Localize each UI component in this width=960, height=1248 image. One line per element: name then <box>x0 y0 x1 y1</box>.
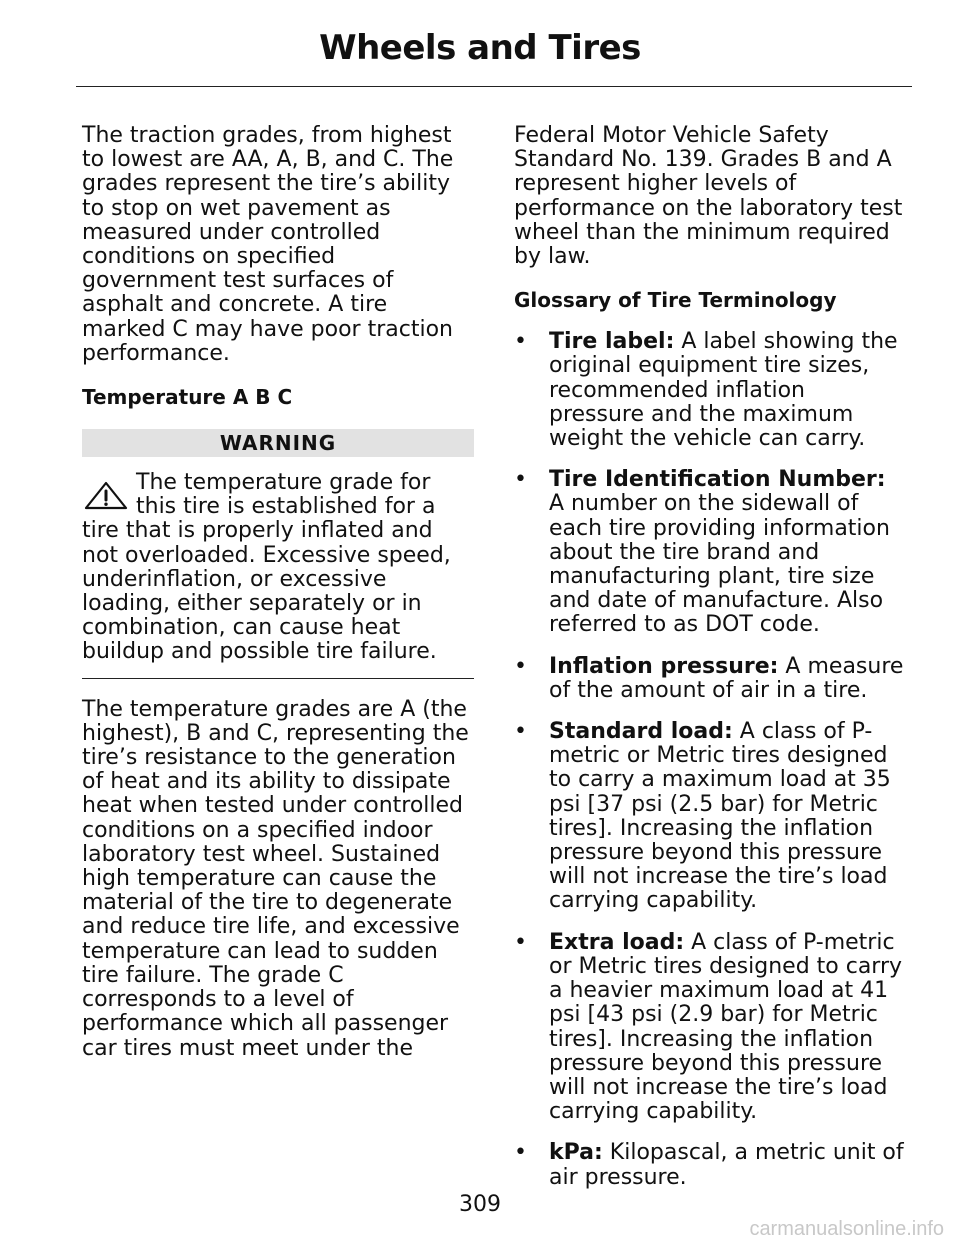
glossary-definition: Kilopascal, a metric unit of air pressure. <box>549 1140 904 1190</box>
list-item <box>514 1141 906 1189</box>
bullet-icon: • <box>514 467 527 493</box>
glossary-definition: A measure of the amount of air in a tire. <box>549 653 904 703</box>
glossary-term: Tire label: <box>549 329 675 355</box>
list-item <box>514 655 906 703</box>
right-column <box>514 124 906 1207</box>
glossary-definition: A class of P-metric or Metric tires designed to carry a heavier maximum load at 41 psi [43 psi (2.9 bar) for Metric tires]. Increasing the inflation pressure beyond this pressure will not increase the tire’s load carrying capability. <box>549 929 903 1125</box>
glossary-term: Tire Identification Number: <box>549 467 886 493</box>
glossary-list <box>514 330 906 1190</box>
glossary-definition: A label showing the original equipment tire sizes, recommended inflation pressure and the maximum weight the vehicle can carry. <box>549 329 898 452</box>
bullet-icon: • <box>514 929 527 955</box>
glossary-term: kPa: <box>549 1140 603 1166</box>
list-item <box>514 330 906 451</box>
glossary-term: Standard load: <box>549 719 733 745</box>
page-title: Wheels and Tires <box>319 28 641 68</box>
warning-text: The temperature grade for this tire is established for a tire that is properly inflated and not overloaded. Excessive speed, underinflation, or excessive loading, either separately or in combination, can cause heat buildup and possible tire failure. <box>82 470 451 665</box>
warning-divider <box>82 678 474 679</box>
traction-paragraph: The traction grades, from highest to lowest are AA, A, B, and C. The grades represent the tire’s ability to stop on wet pavement as measured under controlled conditions on specified government test surfaces of asphalt and concrete. A tire marked C may have poor traction performance. <box>82 123 454 366</box>
glossary-heading: Glossary of Tire Terminology <box>514 288 837 313</box>
list-item <box>514 468 906 637</box>
glossary-term: Extra load: <box>549 929 685 955</box>
glossary-definition: A number on the sidewall of each tire providing information about the tire brand and manufacturing plant, tire size and date of manufacture. Also referred to as DOT code. <box>549 491 890 638</box>
glossary-definition: A class of P-metric or Metric tires designed to carry a maximum load at 35 psi [37 psi (2.5 bar) for Metric tires]. Increasing the inflation pressure beyond this pressure will not increase the tire’s load carrying capability. <box>549 719 891 914</box>
bullet-icon: • <box>514 653 527 679</box>
warning-banner: WARNING <box>82 429 474 457</box>
temperature-paragraph: The temperature grades are A (the highest), B and C, representing the tire’s resistance to the generation of heat and its ability to dissipate heat when tested under controlled conditions on a specified indoor laboratory test wheel. Sustained high temperature can cause the material of the tire to degenerate and reduce tire life, and excessive temperature can lead to sudden tire failure. The grade C corresponds to a level of performance which all passenger car tires must meet under the <box>82 696 469 1061</box>
bullet-icon: • <box>514 719 527 745</box>
list-item <box>514 931 906 1125</box>
left-column <box>82 124 474 1061</box>
list-item <box>514 720 906 914</box>
bullet-icon: • <box>514 1140 527 1166</box>
temperature-heading: Temperature A B C <box>82 385 293 410</box>
header-divider <box>76 86 912 87</box>
standard-paragraph: Federal Motor Vehicle Safety Standard No. 139. Grades B and A represent higher levels of performance on the laboratory test wheel than the minimum required by law. <box>514 123 903 270</box>
glossary-term: Inflation pressure: <box>549 653 779 679</box>
warning-box <box>82 471 474 665</box>
bullet-icon: • <box>514 329 527 355</box>
page-number: 309 <box>459 1192 501 1217</box>
watermark: carmanualsonline.info <box>749 1218 944 1240</box>
warning-triangle-icon <box>82 481 130 511</box>
